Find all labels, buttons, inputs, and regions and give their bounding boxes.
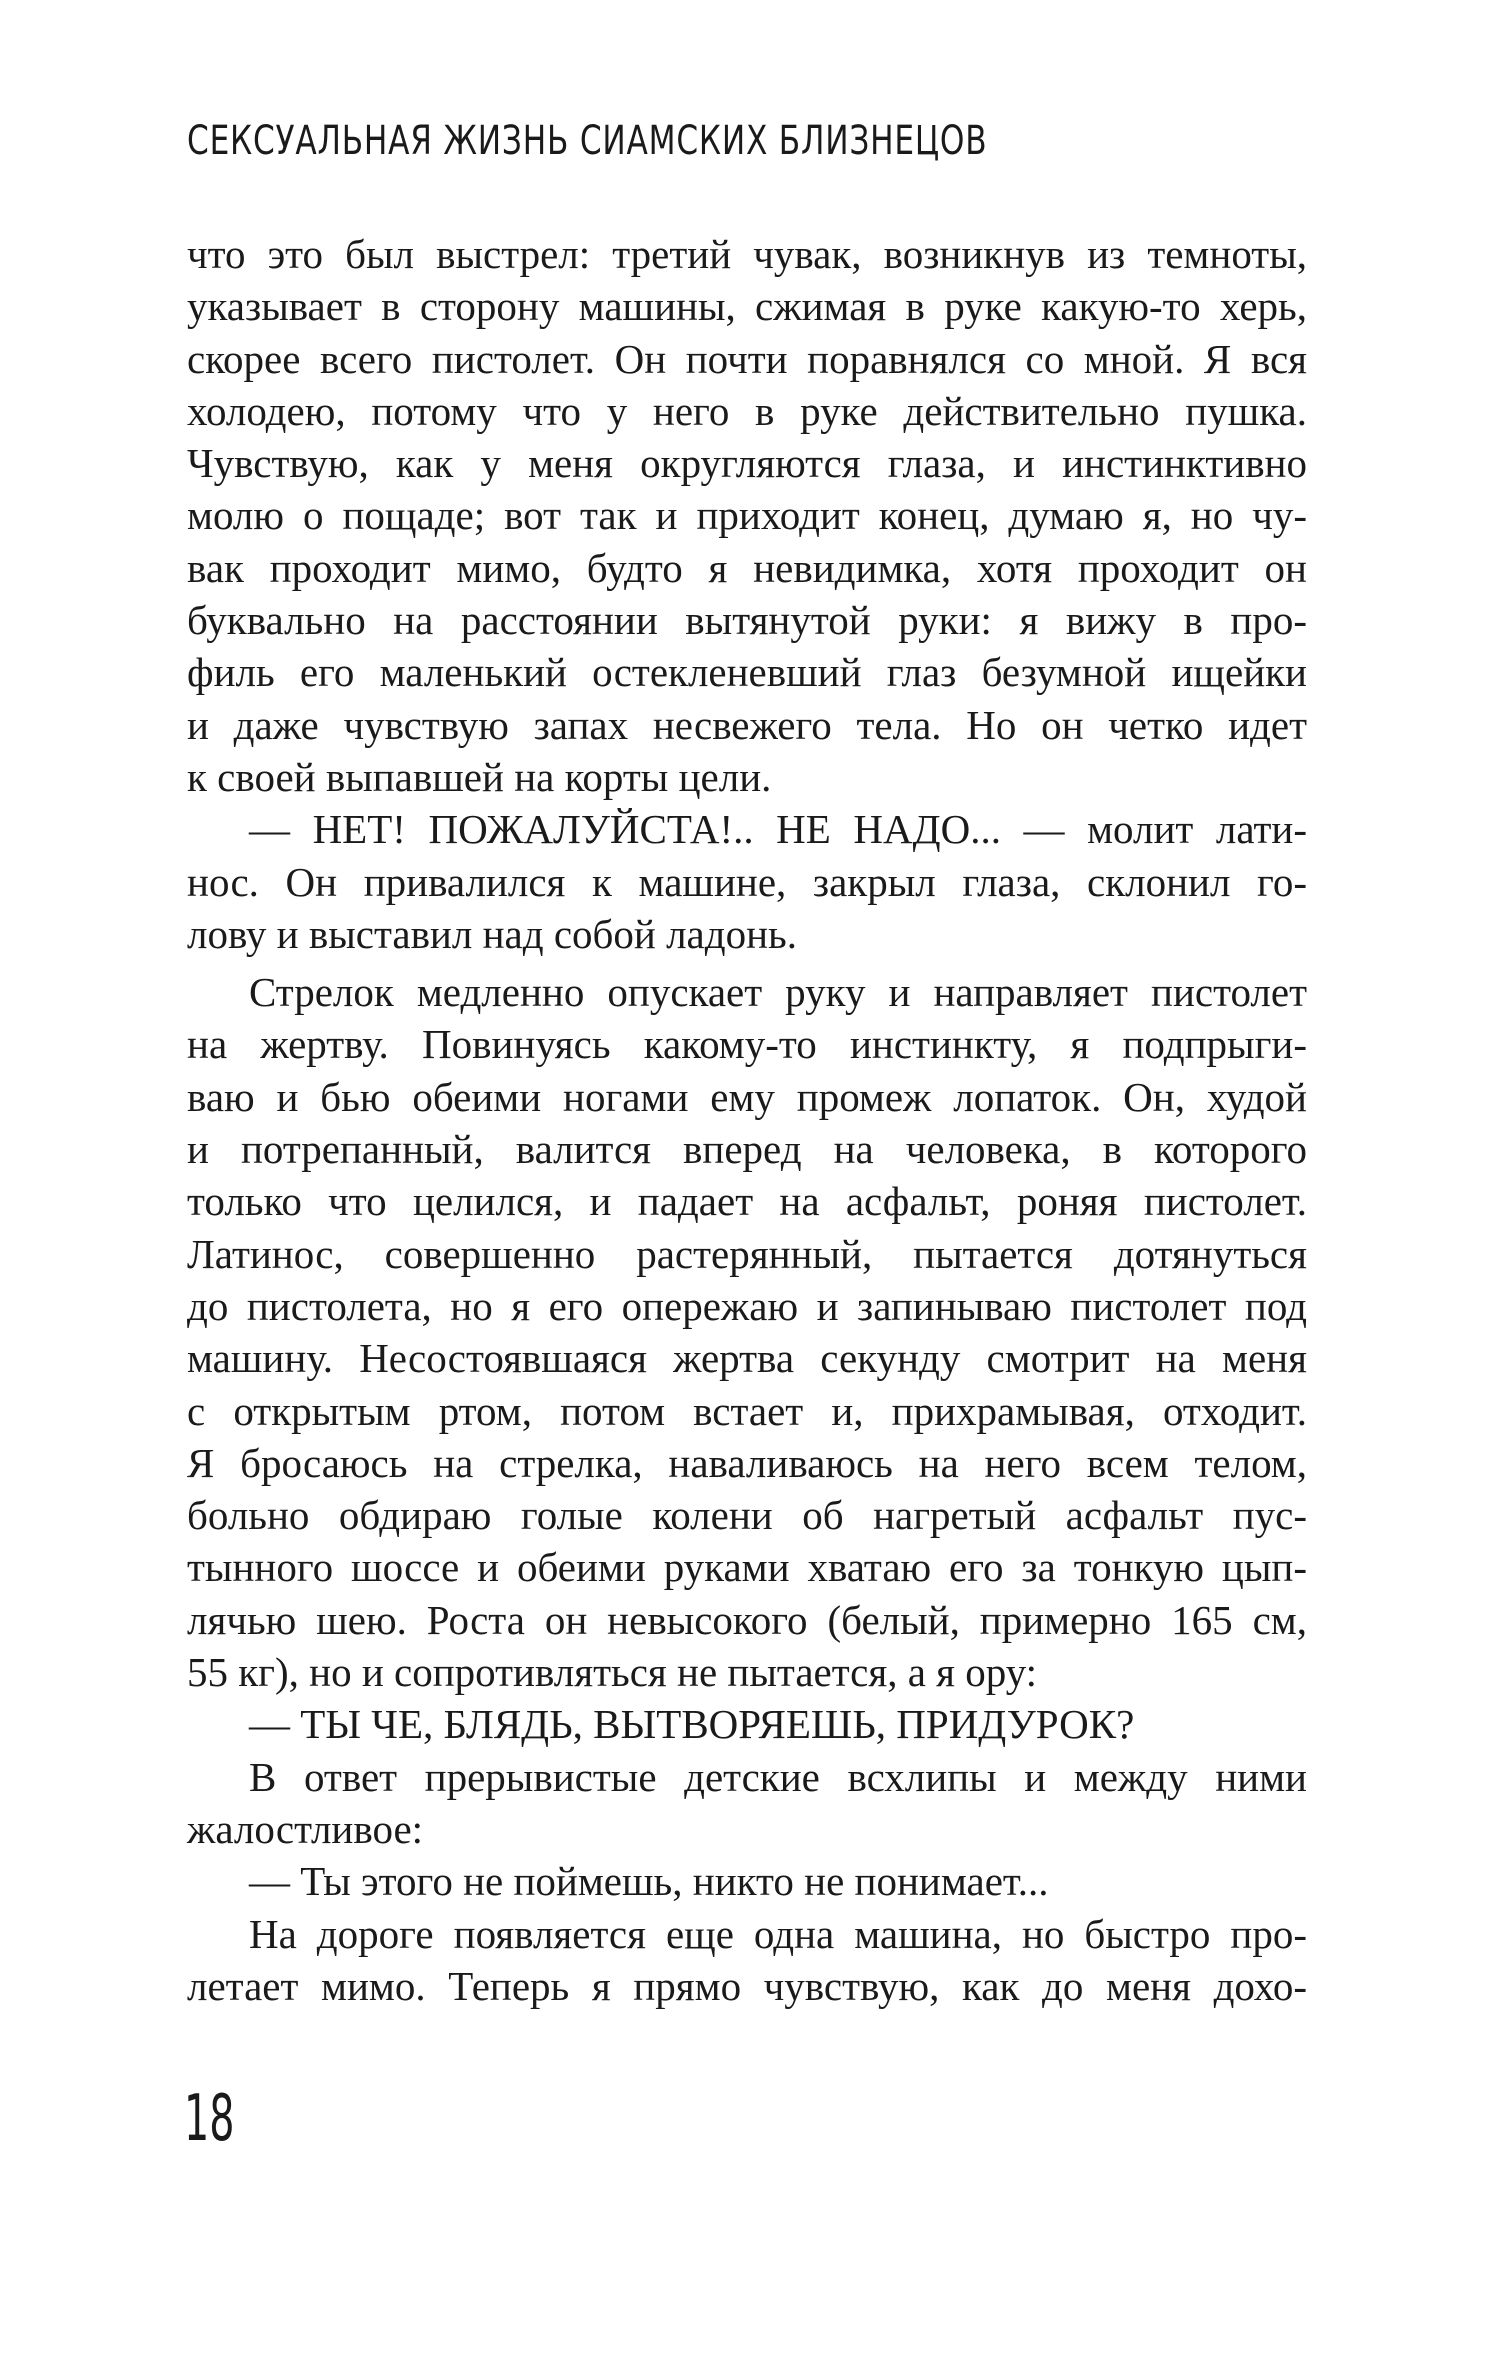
text-line: вак проходит мимо, будто я невидимка, хотя проходит он (187, 544, 1307, 591)
text-line: В ответ прерывистые детские всхлипы и между ними (249, 1753, 1307, 1800)
text-line: указывает в сторону машины, сжимая в руке какую-то херь, (187, 283, 1307, 330)
text-line: Я бросаюсь на стрелка, наваливаюсь на него всем телом, (187, 1439, 1307, 1486)
text-line: — ТЫ ЧЕ, БЛЯДЬ, ВЫТВОРЯЕШЬ, ПРИДУРОК? (249, 1701, 1135, 1748)
text-line: что это был выстрел: третий чувак, возникнув из темноты, (187, 231, 1307, 277)
running-head: СЕКСУАЛЬНАЯ ЖИЗНЬ СИАМСКИХ БЛИЗНЕЦОВ (187, 118, 988, 164)
text-line: лову и выставил над собой ладонь. (187, 910, 797, 957)
text-line: скорее всего пистолет. Он почти поравнялся со мной. Я вся (187, 335, 1307, 382)
text-line: до пистолета, но я его опережаю и запинываю пистолет под (187, 1282, 1307, 1329)
body-text (187, 228, 1307, 2012)
text-line: и даже чувствую запах несвежего тела. Но он четко идет (187, 701, 1307, 748)
text-line: 55 кг), но и сопротивляться не пытается, а я ору: (187, 1649, 1038, 1696)
text-line: больно обдираю голые колени об нагретый асфальт пус- (187, 1492, 1307, 1539)
page-number: 18 (184, 2082, 235, 2156)
text-line: машину. Несостоявшаяся жертва секунду смотрит на меня (187, 1335, 1307, 1382)
text-line: — Ты этого не поймешь, никто не понимает... (249, 1858, 1049, 1905)
text-line: холодею, потому что у него в руке действительно пушка. (187, 387, 1307, 434)
text-line: Стрелок медленно опускает руку и направляет пистолет (249, 969, 1307, 1016)
text-line: тынного шоссе и обеими руками хватаю его за тонкую цып- (187, 1544, 1307, 1591)
text-line: Латинос, совершенно растерянный, пытается дотянуться (187, 1230, 1307, 1277)
text-line: жалостливое: (187, 1805, 424, 1852)
text-line: филь его маленький остекленевший глаз безумной ищейки (187, 649, 1307, 696)
text-line: На дороге появляется еще одна машина, но быстро про- (249, 1910, 1307, 1957)
text-line: к своей выпавшей на корты цели. (187, 753, 772, 800)
text-line: молю о пощаде; вот так и приходит конец, думаю я, но чу- (187, 492, 1307, 539)
text-line: буквально на расстоянии вытянутой руки: я вижу в про- (187, 597, 1307, 644)
text-line: нос. Он привалился к машине, закрыл глаза, склонил го- (187, 858, 1307, 905)
text-line: только что целился, и падает на асфальт, роняя пистолет. (187, 1178, 1307, 1225)
text-line: летает мимо. Теперь я прямо чувствую, как до меня дохо- (187, 1962, 1307, 2009)
text-line: — НЕТ! ПОЖАЛУЙСТА!.. НЕ НАДО... — молит лати- (249, 806, 1307, 853)
text-line: ваю и бью обеими ногами ему промеж лопаток. Он, худой (187, 1073, 1307, 1120)
text-line: на жертву. Повинуясь какому-то инстинкту, я подпрыги- (187, 1021, 1307, 1068)
text-line: и потрепанный, валится вперед на человека, в которого (187, 1126, 1307, 1173)
text-line: лячью шею. Роста он невысокого (белый, примерно 165 см, (187, 1596, 1307, 1643)
text-line: с открытым ртом, потом встает и, прихрамывая, отходит. (187, 1387, 1307, 1434)
text-line: Чувствую, как у меня округляются глаза, и инстинктивно (187, 440, 1307, 487)
